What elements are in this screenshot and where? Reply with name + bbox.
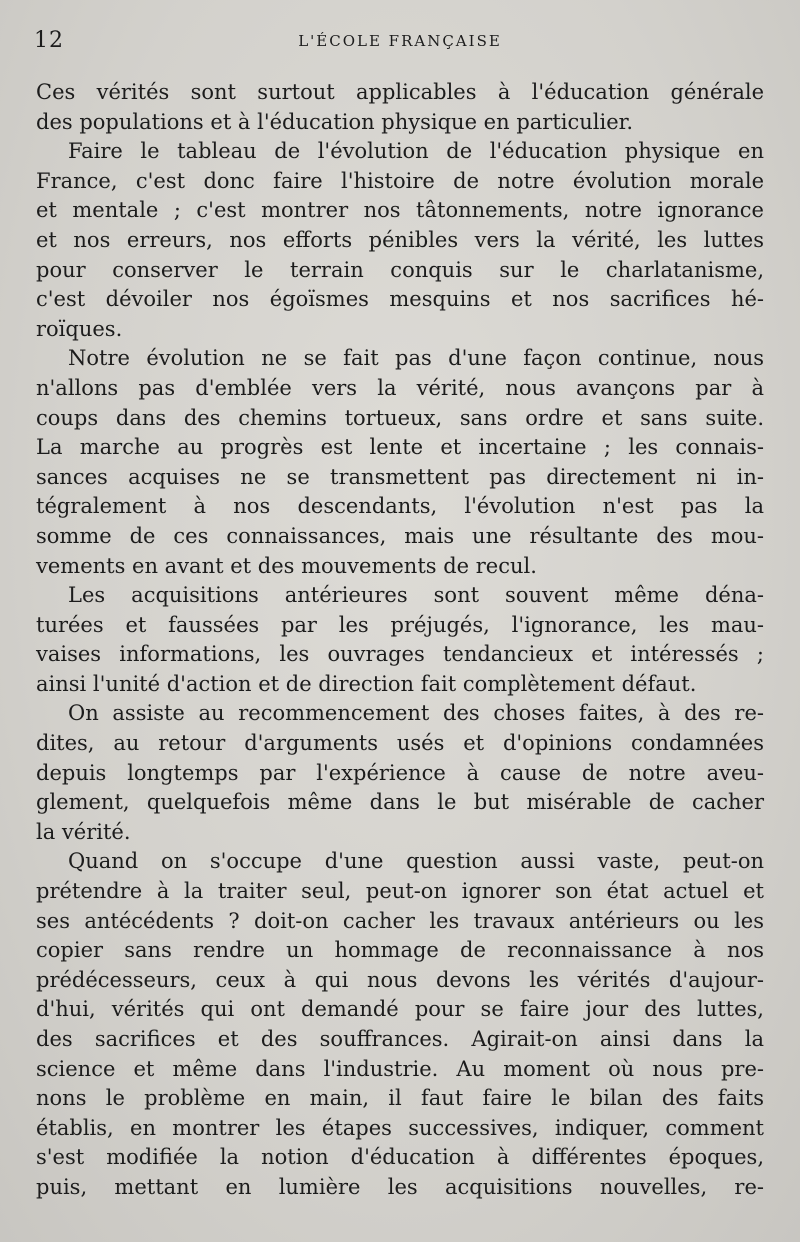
text-line: prétendre à la traiter seul, peut-on ignorer son état actuel et [36, 879, 764, 904]
text-line: Quand on s'occupe d'une question aussi vaste, peut-on [68, 849, 764, 874]
running-title: L'ÉCOLE FRANÇAISE [298, 32, 502, 50]
text-line: des sacrifices et des souffrances. Agirait-on ainsi dans la [36, 1027, 764, 1051]
text-line: Notre évolution ne se fait pas d'une façon continue, nous [68, 346, 764, 371]
text-line: la vérité. [36, 819, 131, 844]
text-line: vements en avant et des mouvements de recul. [36, 553, 537, 578]
text-line: et mentale ; c'est montrer nos tâtonnements, notre ignorance [36, 198, 764, 223]
body-text [36, 78, 764, 1203]
text-line: science et même dans l'industrie. Au moment où nous pre- [36, 1056, 764, 1081]
text-line: somme de ces connaissances, mais une résultante des mou- [36, 523, 764, 548]
text-line: France, c'est donc faire l'histoire de notre évolution morale [36, 168, 764, 193]
text-line: d'hui, vérités qui ont demandé pour se faire jour des luttes, [36, 997, 764, 1022]
text-line: c'est dévoiler nos égoïsmes mesquins et nos sacrifices hé- [36, 287, 764, 312]
page-header [34, 28, 766, 56]
text-line: et nos erreurs, nos efforts pénibles vers la vérité, les luttes [36, 227, 764, 252]
text-line: n'allons pas d'emblée vers la vérité, nous avançons par à [36, 375, 764, 400]
text-line: des populations et à l'éducation physique en particulier. [36, 109, 634, 134]
text-line: dites, au retour d'arguments usés et d'opinions condamnées [36, 731, 764, 756]
text-line: s'est modifiée la notion d'éducation à différentes époques, [36, 1145, 764, 1170]
text-line: tégralement à nos descendants, l'évolution n'est pas la [36, 494, 764, 519]
text-line: sances acquises ne se transmettent pas directement ni in- [36, 464, 764, 489]
text-line: pour conserver le terrain conquis sur le charlatanisme, [36, 257, 764, 282]
text-line: glement, quelquefois même dans le but misérable de cacher [36, 790, 764, 815]
text-line: Ces vérités sont surtout applicables à l'éducation générale [36, 80, 764, 104]
text-line: vaises informations, les ouvrages tendancieux et intéressés ; [36, 642, 764, 667]
text-line: La marche au progrès est lente et incertaine ; les connais- [36, 435, 764, 460]
text-line: puis, mettant en lumière les acquisitions nouvelles, re- [36, 1174, 764, 1199]
text-line: copier sans rendre un hommage de reconnaissance à nos [36, 938, 764, 963]
text-line: coups dans des chemins tortueux, sans ordre et sans suite. [36, 405, 764, 430]
text-line: Faire le tableau de l'évolution de l'éducation physique en [68, 139, 764, 164]
text-line: turées et faussées par les préjugés, l'ignorance, les mau- [36, 612, 764, 637]
text-line: roïques. [36, 316, 123, 341]
text-line: ses antécédents ? doit-on cacher les travaux antérieurs ou les [36, 908, 764, 933]
text-line: Les acquisitions antérieures sont souvent même déna- [68, 583, 764, 608]
text-line: établis, en montrer les étapes successives, indiquer, comment [36, 1115, 764, 1140]
text-line: ainsi l'unité d'action et de direction fait complètement défaut. [36, 671, 697, 696]
text-line: nons le problème en main, il faut faire le bilan des faits [36, 1086, 764, 1111]
text-line: On assiste au recommencement des choses faites, à des re- [68, 701, 764, 726]
text-line: depuis longtemps par l'expérience à cause de notre aveu- [36, 760, 764, 785]
page-number: 12 [34, 28, 64, 53]
text-line: prédécesseurs, ceux à qui nous devons les vérités d'aujour- [36, 967, 764, 992]
